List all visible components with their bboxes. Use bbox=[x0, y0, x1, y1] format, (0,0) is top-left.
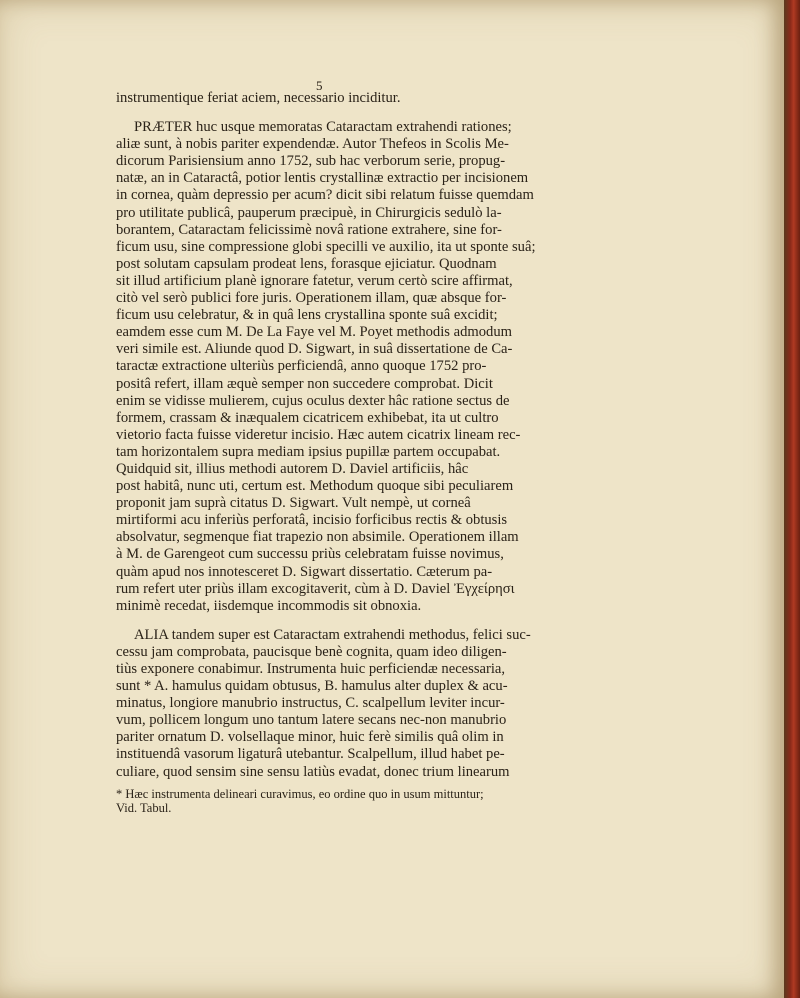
text-block bbox=[116, 76, 546, 816]
paragraph1-line: proponit jam suprà citatus D. Sigwart. Vult nempè, ut corneâ bbox=[116, 495, 471, 512]
paragraph1-line: Quidquid sit, illius methodi autorem D. Daviel artificiis, hâc bbox=[116, 460, 469, 477]
page-number: 5 bbox=[316, 78, 323, 93]
footnote-line: * Hæc instrumenta delineari curavimus, eo ordine quo in usum mittuntur; bbox=[116, 786, 484, 801]
paragraph1-line: positâ refert, illam æquè semper non succedere comprobat. Dicit bbox=[116, 375, 493, 392]
paragraph2-line: tiùs exponere conabimur. Instrumenta huic perficiendæ necessaria, bbox=[116, 661, 506, 677]
paragraph2-line: cessu jam comprobata, paucisque benè cognita, quam ideo diligen- bbox=[116, 643, 507, 660]
paragraph1-line: PRÆTER huc usque memoratas Cataractam extrahendi rationes; bbox=[134, 119, 512, 136]
paragraph1-line: citò vel serò publici fore juris. Operationem illam, quæ absque for- bbox=[116, 290, 507, 307]
paragraph1-line: post solutam capsulam prodeat lens, forasque ejiciatur. Quodnam bbox=[116, 255, 497, 272]
top-line: instrumentique feriat aciem, necessario inciditur. bbox=[116, 90, 401, 106]
paragraph1-line: formem, crassam & inæqualem cicatricem exhibebat, ita ut cultro bbox=[116, 409, 499, 426]
paragraph1-line: quàm apud nos innotesceret D. Sigwart dissertatio. Cæterum pa- bbox=[116, 563, 493, 580]
paragraph1-line: taractæ extractione ulteriùs perficiendâ, anno quoque 1752 pro- bbox=[116, 358, 487, 375]
paragraph1-line: mirtiformi acu inferiùs perforatâ, incisio forficibus rectis & obtusis bbox=[116, 512, 508, 529]
page-edge bbox=[784, 0, 800, 998]
paragraph1-line: aliæ sunt, à nobis pariter expendendæ. Autor Thefeos in Scolis Me- bbox=[116, 136, 509, 153]
paragraph1-line: natæ, an in Cataractâ, potior lentis crystallinæ extractio per incisionem bbox=[116, 170, 529, 187]
paragraph2-line: ALIA tandem super est Cataractam extrahendi methodus, felici suc- bbox=[134, 626, 531, 643]
paragraph1-line: eamdem esse cum M. De La Faye vel M. Poyet methodis admodum bbox=[116, 324, 512, 341]
paragraph1-line: tam horizontalem supra mediam ipsius pupillæ partem occupabat. bbox=[116, 443, 501, 460]
paragraph2-line: sunt * A. hamulus quidam obtusus, B. hamulus alter duplex & acu- bbox=[116, 678, 508, 695]
paragraph1-line: enim se vidisse mulierem, cujus oculus dexter hâc ratione sectus de bbox=[116, 392, 510, 409]
paragraph1-line: à M. de Garengeot cum successu priùs celebratam fuisse novimus, bbox=[116, 546, 504, 563]
paragraph1-line: veri simile est. Aliunde quod D. Sigwart, in suâ dissertatione de Ca- bbox=[116, 341, 513, 358]
paragraph1-line: vietorio facta fuisse videretur incisio. Hæc autem cicatrix lineam rec- bbox=[116, 426, 521, 443]
paragraph-2 bbox=[116, 627, 546, 781]
paragraph1-line: in cornea, quàm depressio per acum? dicit sibi relatum fuisse quemdam bbox=[116, 187, 534, 204]
paragraph1-line: pro utilitate publicâ, pauperum præcipuè, in Chirurgicis sedulò la- bbox=[116, 204, 502, 221]
paragraph2-line: instituendâ vasorum ligaturâ utebantur. Scalpellum, illud habet pe- bbox=[116, 746, 505, 763]
paragraph-1 bbox=[116, 119, 546, 615]
paragraph2-line: minatus, longiore manubrio instructus, C. scalpellum leviter incur- bbox=[116, 695, 505, 712]
footnote bbox=[116, 787, 546, 816]
paragraph1-line: sit illud artificium planè ignorare fatetur, verum certò scire affirmat, bbox=[116, 272, 513, 289]
paragraph2-line: pariter ornatum D. volsellaque minor, huic ferè similis quâ olim in bbox=[116, 729, 504, 746]
paragraph2-line: vum, pollicem longum uno tantum latere secans nec-non manubrio bbox=[116, 712, 507, 729]
paragraph1-line: dicorum Parisiensium anno 1752, sub hac verborum serie, propug- bbox=[116, 153, 506, 170]
paragraph1-line: absolvatur, segmenque fiat trapezio non absimile. Operationem illam bbox=[116, 529, 519, 546]
paragraph1-line: ficum usu celebratur, & in quâ lens crystallina sponte suâ excidit; bbox=[116, 307, 498, 324]
paragraph1-line: post habitâ, nunc uti, certum est. Methodum quoque sibi peculiarem bbox=[116, 478, 514, 495]
paragraph1-line: ficum usu, sine compressione globi specilli ve auxilio, ita ut sponte suâ; bbox=[116, 238, 536, 255]
footnote-line: Vid. Tabul. bbox=[116, 801, 172, 816]
paragraph1-line: rum refert uter priùs illam excogitaverit, cùm à D. Daviel Ἐγχείρησι bbox=[116, 580, 515, 597]
paragraph1-line: minimè recedat, iisdemque incommodis sit obnoxia. bbox=[116, 597, 422, 614]
paragraph1-line: borantem, Cataractam felicissimè novâ ratione extrahere, sine for- bbox=[116, 221, 502, 238]
paragraph2-line: culiare, quod sensim sine sensu latiùs evadat, donec trium linearum bbox=[116, 763, 510, 780]
